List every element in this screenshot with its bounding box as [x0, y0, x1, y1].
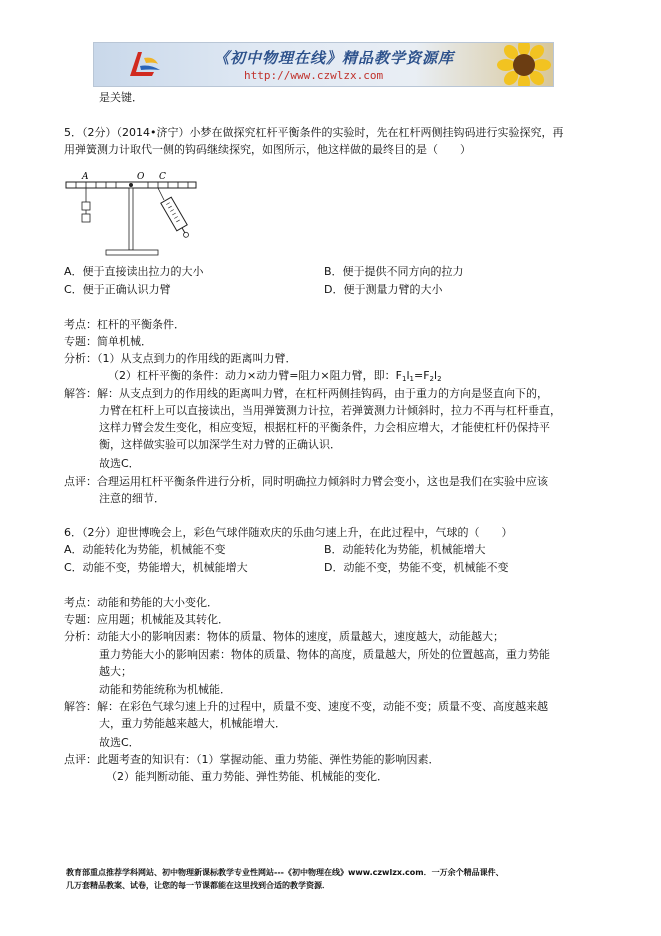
- kaodian-6: 考点：动能和势能的大小变化．: [64, 596, 218, 609]
- footer-line-1: 教育部重点推荐学科网站、初中物理新课标教学专业性网站---《初中物理在线》www.czwlzx.com．一万余个精品课件、: [66, 868, 504, 877]
- lever-label-c: C: [159, 172, 166, 182]
- jieda-5-line4: 衡，这样做实验可以加深学生对力臂的正确认识．: [99, 438, 341, 451]
- footer-line-2: 几万套精品教案、试卷，让您的每一节课都能在这里找到合适的教学资源．: [66, 881, 330, 890]
- answer-6: 故选C．: [99, 736, 140, 749]
- jieda-5: 解答：解：从支点到力的作用线的距离叫力臂，在杠杆两侧挂钩码，由于重力的方向是竖直向下的，: [64, 387, 548, 400]
- lever-label-a: A: [82, 172, 89, 182]
- option-5d: D．便于测量力臂的大小: [324, 283, 443, 296]
- option-5b: B．便于提供不同方向的拉力: [324, 265, 464, 278]
- zhuanti-6: 专题：应用题；机械能及其转化．: [64, 613, 229, 626]
- answer-5: 故选C．: [99, 457, 140, 470]
- question-5-stem-cont: 用弹簧测力计取代一侧的钩码继续探究，如图所示，他这样做的最终目的是（ ）: [64, 143, 471, 156]
- dianping-5: 点评：合理运用杠杆平衡条件进行分析，同时明确拉力倾斜时力臂会变小，这也是我们在实验中应该: [64, 475, 548, 488]
- dianping-6: 点评：此题考查的知识有：（1）掌握动能、重力势能、弹性势能的影响因素．: [64, 753, 440, 766]
- fenxi-6-line3: 越大；: [99, 665, 132, 678]
- option-6a: A．动能转化为势能，机械能不变: [64, 543, 226, 556]
- sunflower-icon: [494, 42, 554, 87]
- logo-icon: [124, 46, 164, 82]
- jieda-6-line2: 大，重力势能越来越大，机械能增大．: [99, 717, 286, 730]
- dianping-5-cont: 注意的细节．: [99, 492, 165, 505]
- fenxi-6-line2: 重力势能大小的影响因素：物体的质量、物体的高度，质量越大，所处的位置越高，重力势能: [99, 648, 550, 661]
- fenxi-6-line4: 动能和势能统称为机械能．: [99, 683, 231, 696]
- header-banner: [93, 42, 554, 87]
- banner-url: http://www.czwlzx.com: [244, 69, 384, 82]
- kaodian-5: 考点：杠杆的平衡条件．: [64, 318, 185, 331]
- lever-figure: [62, 168, 202, 260]
- fenxi-6: 分析：动能大小的影响因素：物体的质量、物体的速度，质量越大，速度越大，动能越大；: [64, 630, 504, 643]
- option-6c: C．动能不变，势能增大，机械能增大: [64, 561, 248, 574]
- text-line: 是关键．: [99, 91, 143, 104]
- zhuanti-5: 专题：简单机械．: [64, 335, 152, 348]
- question-6-stem: 6．（2分）迎世博晚会上，彩色气球伴随欢庆的乐曲匀速上升，在此过程中，气球的（ ）: [64, 526, 513, 539]
- dianping-6-cont: （2）能判断动能、重力势能、弹性势能、机械能的变化．: [106, 770, 388, 783]
- banner-title: 《初中物理在线》精品教学资源库: [214, 49, 455, 67]
- question-5-stem: 5．（2分）（2014•济宁）小梦在做探究杠杆平衡条件的实验时，先在杠杆两侧挂钩码进行实验探究，再: [64, 126, 564, 139]
- lever-label-o: O: [137, 172, 145, 182]
- option-6d: D．动能不变，势能不变，机械能不变: [324, 561, 509, 574]
- jieda-5-line2: 力臂在杠杆上可以直接读出，当用弹簧测力计拉，若弹簧测力计倾斜时，拉力不再与杠杆垂直，: [99, 404, 561, 417]
- option-5a: A．便于直接读出拉力的大小: [64, 265, 204, 278]
- jieda-6: 解答：解：在彩色气球匀速上升的过程中，质量不变、速度不变，动能不变；质量不变、高度越来越: [64, 700, 548, 713]
- fenxi-5: 分析：（1）从支点到力的作用线的距离叫力臂．: [64, 352, 297, 365]
- fenxi-5-cont: （2）杠杆平衡的条件：动力×动力臂=阻力×阻力臂，即：$F_1l_1=F_2l_2$: [108, 369, 442, 383]
- jieda-5-line3: 这样力臂会发生变化，相应变短，根据杠杆的平衡条件，力会相应增大，才能使杠杆仍保持平: [99, 421, 550, 434]
- option-6b: B．动能转化为势能，机械能增大: [324, 543, 486, 556]
- option-5c: C．便于正确认识力臂: [64, 283, 171, 296]
